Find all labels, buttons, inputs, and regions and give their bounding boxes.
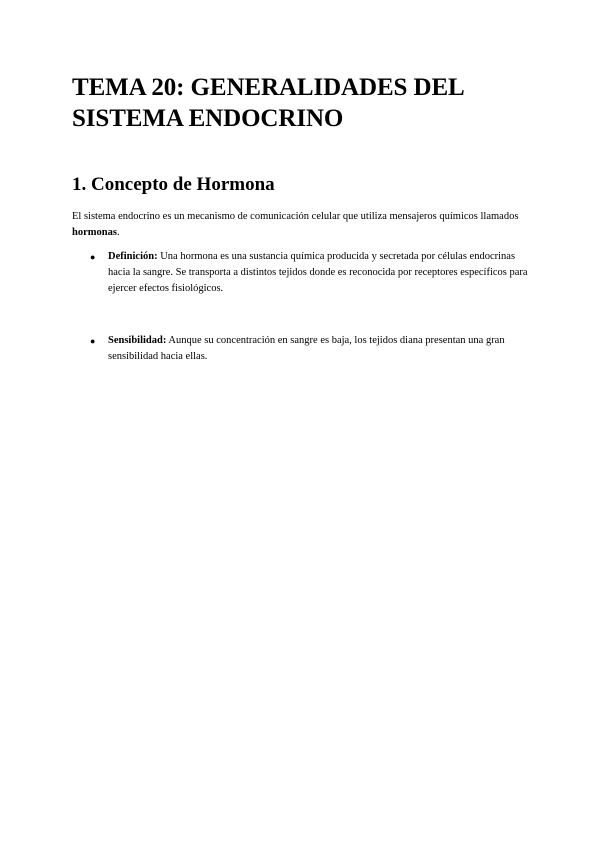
bullet-list-sensitivity [72,333,532,365]
bullet-term: Sensibilidad: [108,335,167,346]
section-heading: 1. Concepto de Hormona [72,174,275,195]
bullet-term: Definición: [108,251,158,262]
document-title: TEMA 20: GENERALIDADES DEL SISTEMA ENDOCRINO [72,74,464,132]
bullet-text: Aunque su concentración en sangre es baja, los tejidos diana presentan una gran sensibilidad hacia ellas. [108,335,505,362]
list-item-definition [72,249,532,297]
bullet-icon: ● [90,252,96,262]
intro-period: . [116,227,120,238]
list-item-sensitivity [72,333,532,365]
intro-paragraph [72,209,532,241]
intro-text: El sistema endocrino es un mecanismo de comunicación celular que utiliza mensajeros químicos llamados [72,211,519,222]
bullet-icon: ● [90,336,96,346]
bullet-list-definition [72,249,532,297]
bullet-text: Una hormona es una sustancia química producida y secretada por células endocrinas hacia la sangre. Se transporta a distintos tejidos donde es reconocida por receptores específicos para ejercer efectos fisiológicos. [108,251,528,294]
intro-bold-term: hormonas [72,227,117,238]
